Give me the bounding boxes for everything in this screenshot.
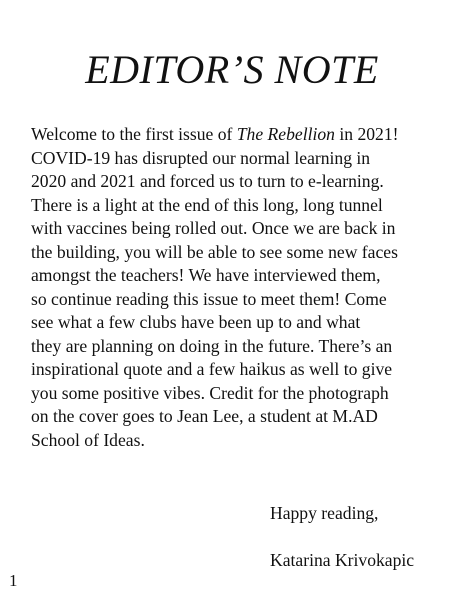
publication-name: The Rebellion — [236, 124, 335, 144]
body-line: COVID-19 has disrupted our normal learning in — [31, 147, 371, 168]
body-line: amongst the teachers! We have interviewed them, — [31, 265, 381, 285]
author-signature: Katarina Krivokapic — [270, 550, 415, 570]
body-line: inspirational quote and a few haikus as well to give — [31, 359, 393, 379]
body-line: 2020 and 2021 and forced us to turn to e-learning. — [31, 171, 384, 191]
body-line: you some positive vibes. Credit for the photograph — [31, 382, 389, 403]
signoff: Happy reading, — [270, 503, 379, 523]
editors-note-body — [31, 123, 451, 452]
body-line: There is a light at the end of this long, long tunnel — [31, 194, 383, 215]
page-title: EDITOR’S NOTE — [85, 47, 379, 92]
page-number: 1 — [9, 571, 18, 590]
body-line-text: Welcome to the first issue of — [31, 124, 237, 144]
body-line: so continue reading this issue to meet them! Come — [31, 288, 387, 309]
body-line: see what a few clubs have been up to and what — [31, 312, 361, 332]
body-line: the building, you will be able to see some new faces — [31, 241, 398, 262]
body-line: they are planning on doing in the future. There’s an — [31, 335, 393, 356]
body-line — [31, 123, 451, 147]
body-line: School of Ideas. — [31, 429, 145, 450]
body-line-text: in 2021! — [334, 124, 399, 144]
body-line: on the cover goes to Jean Lee, a student at M.AD — [31, 406, 378, 426]
body-line: with vaccines being rolled out. Once we are back in — [31, 218, 396, 238]
